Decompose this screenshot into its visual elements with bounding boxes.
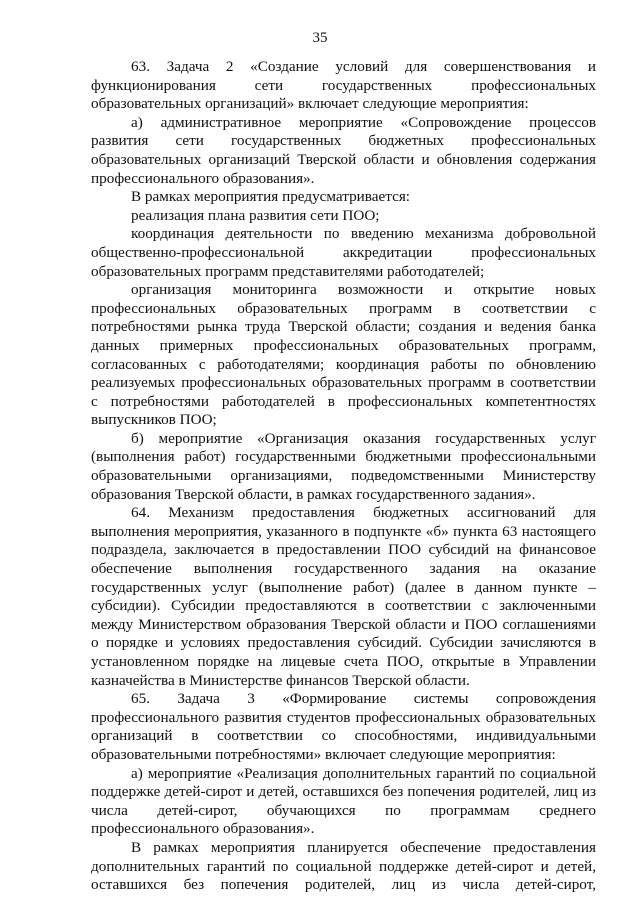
paragraph-monitoring: организация мониторинга возможности и открытие новых профессиональных образовательных программ в соответствии с потребностями рынка труда Тверской области; создания и ведения банка данных примерных профессиональных образовательных программ, согласованных с работодателями; координация работы по обновлению реализуемых профессиональных образовательных программ в соответствии с потребностями работодателей в профессиональных компетентностях выпускников ПОО;	[91, 281, 596, 429]
paragraph-guarantees: В рамках мероприятия планируется обеспечение предоставления дополнительных гарантий по социальной поддержке детей-сирот и детей, оставшихся без попечения родителей, лиц из числа детей-сирот,	[91, 838, 596, 894]
paragraph-item-63: 63. Задача 2 «Создание условий для совершенствования и функционирования сети государственных профессиональных образовательных организаций» включает следующие мероприятия:	[91, 58, 596, 113]
paragraph-network-plan: реализация плана развития сети ПОО;	[131, 206, 380, 224]
paragraph-item-63a: а) административное мероприятие «Сопровождение процессов развития сети государственных бюджетных профессиональных образовательных организаций Тверской области и обновления содержания профессионального образования».	[91, 113, 596, 187]
paragraph-item-64: 64. Механизм предоставления бюджетных ассигнований для выполнения мероприятия, указанного в подпункте «б» пункта 63 настоящего подраздела, заключается в предоставлении ПОО субсидий на финансовое обеспечение выполнения государственного задания на оказание государственных услуг (выполнение работ) (далее в данном пункте – субсидии). Субсидии предоставляются в соответствии с заключенными между Министерством образования Тверской области и ПОО соглашениями о порядке и условиях предоставления субсидий. Субсидии зачисляются в установленном порядке на лицевые счета ПОО, открытые в Управлении казначейства в Министерстве финансов Тверской области.	[91, 504, 596, 689]
document-body	[91, 58, 596, 895]
paragraph-item-65a: а) мероприятие «Реализация дополнительных гарантий по социальной поддержке детей-сирот и детей, оставшихся без попечения родителей, лиц из числа детей-сирот, обучающихся по программам среднего профессионального образования».	[91, 764, 596, 838]
paragraph-accreditation: координация деятельности по введению механизма добровольной общественно-профессиональной аккредитации профессиональных образовательных программ представителями работодателей;	[91, 225, 596, 280]
page-number: 35	[312, 30, 328, 46]
paragraph-intro: В рамках мероприятия предусматривается:	[131, 188, 411, 206]
paragraph-item-63b: б) мероприятие «Организация оказания государственных услуг (выполнения работ) государственными бюджетными профессиональными образовательными организациями, подведомственными Министерству образования Тверской области, в рамках государственного задания».	[91, 429, 596, 503]
paragraph-item-65: 65. Задача 3 «Формирование системы сопровождения профессионального развития студентов профессиональных образовательных организаций в соответствии со способностями, индивидуальными образовательными потребностями» включает следующие мероприятия:	[91, 690, 596, 763]
